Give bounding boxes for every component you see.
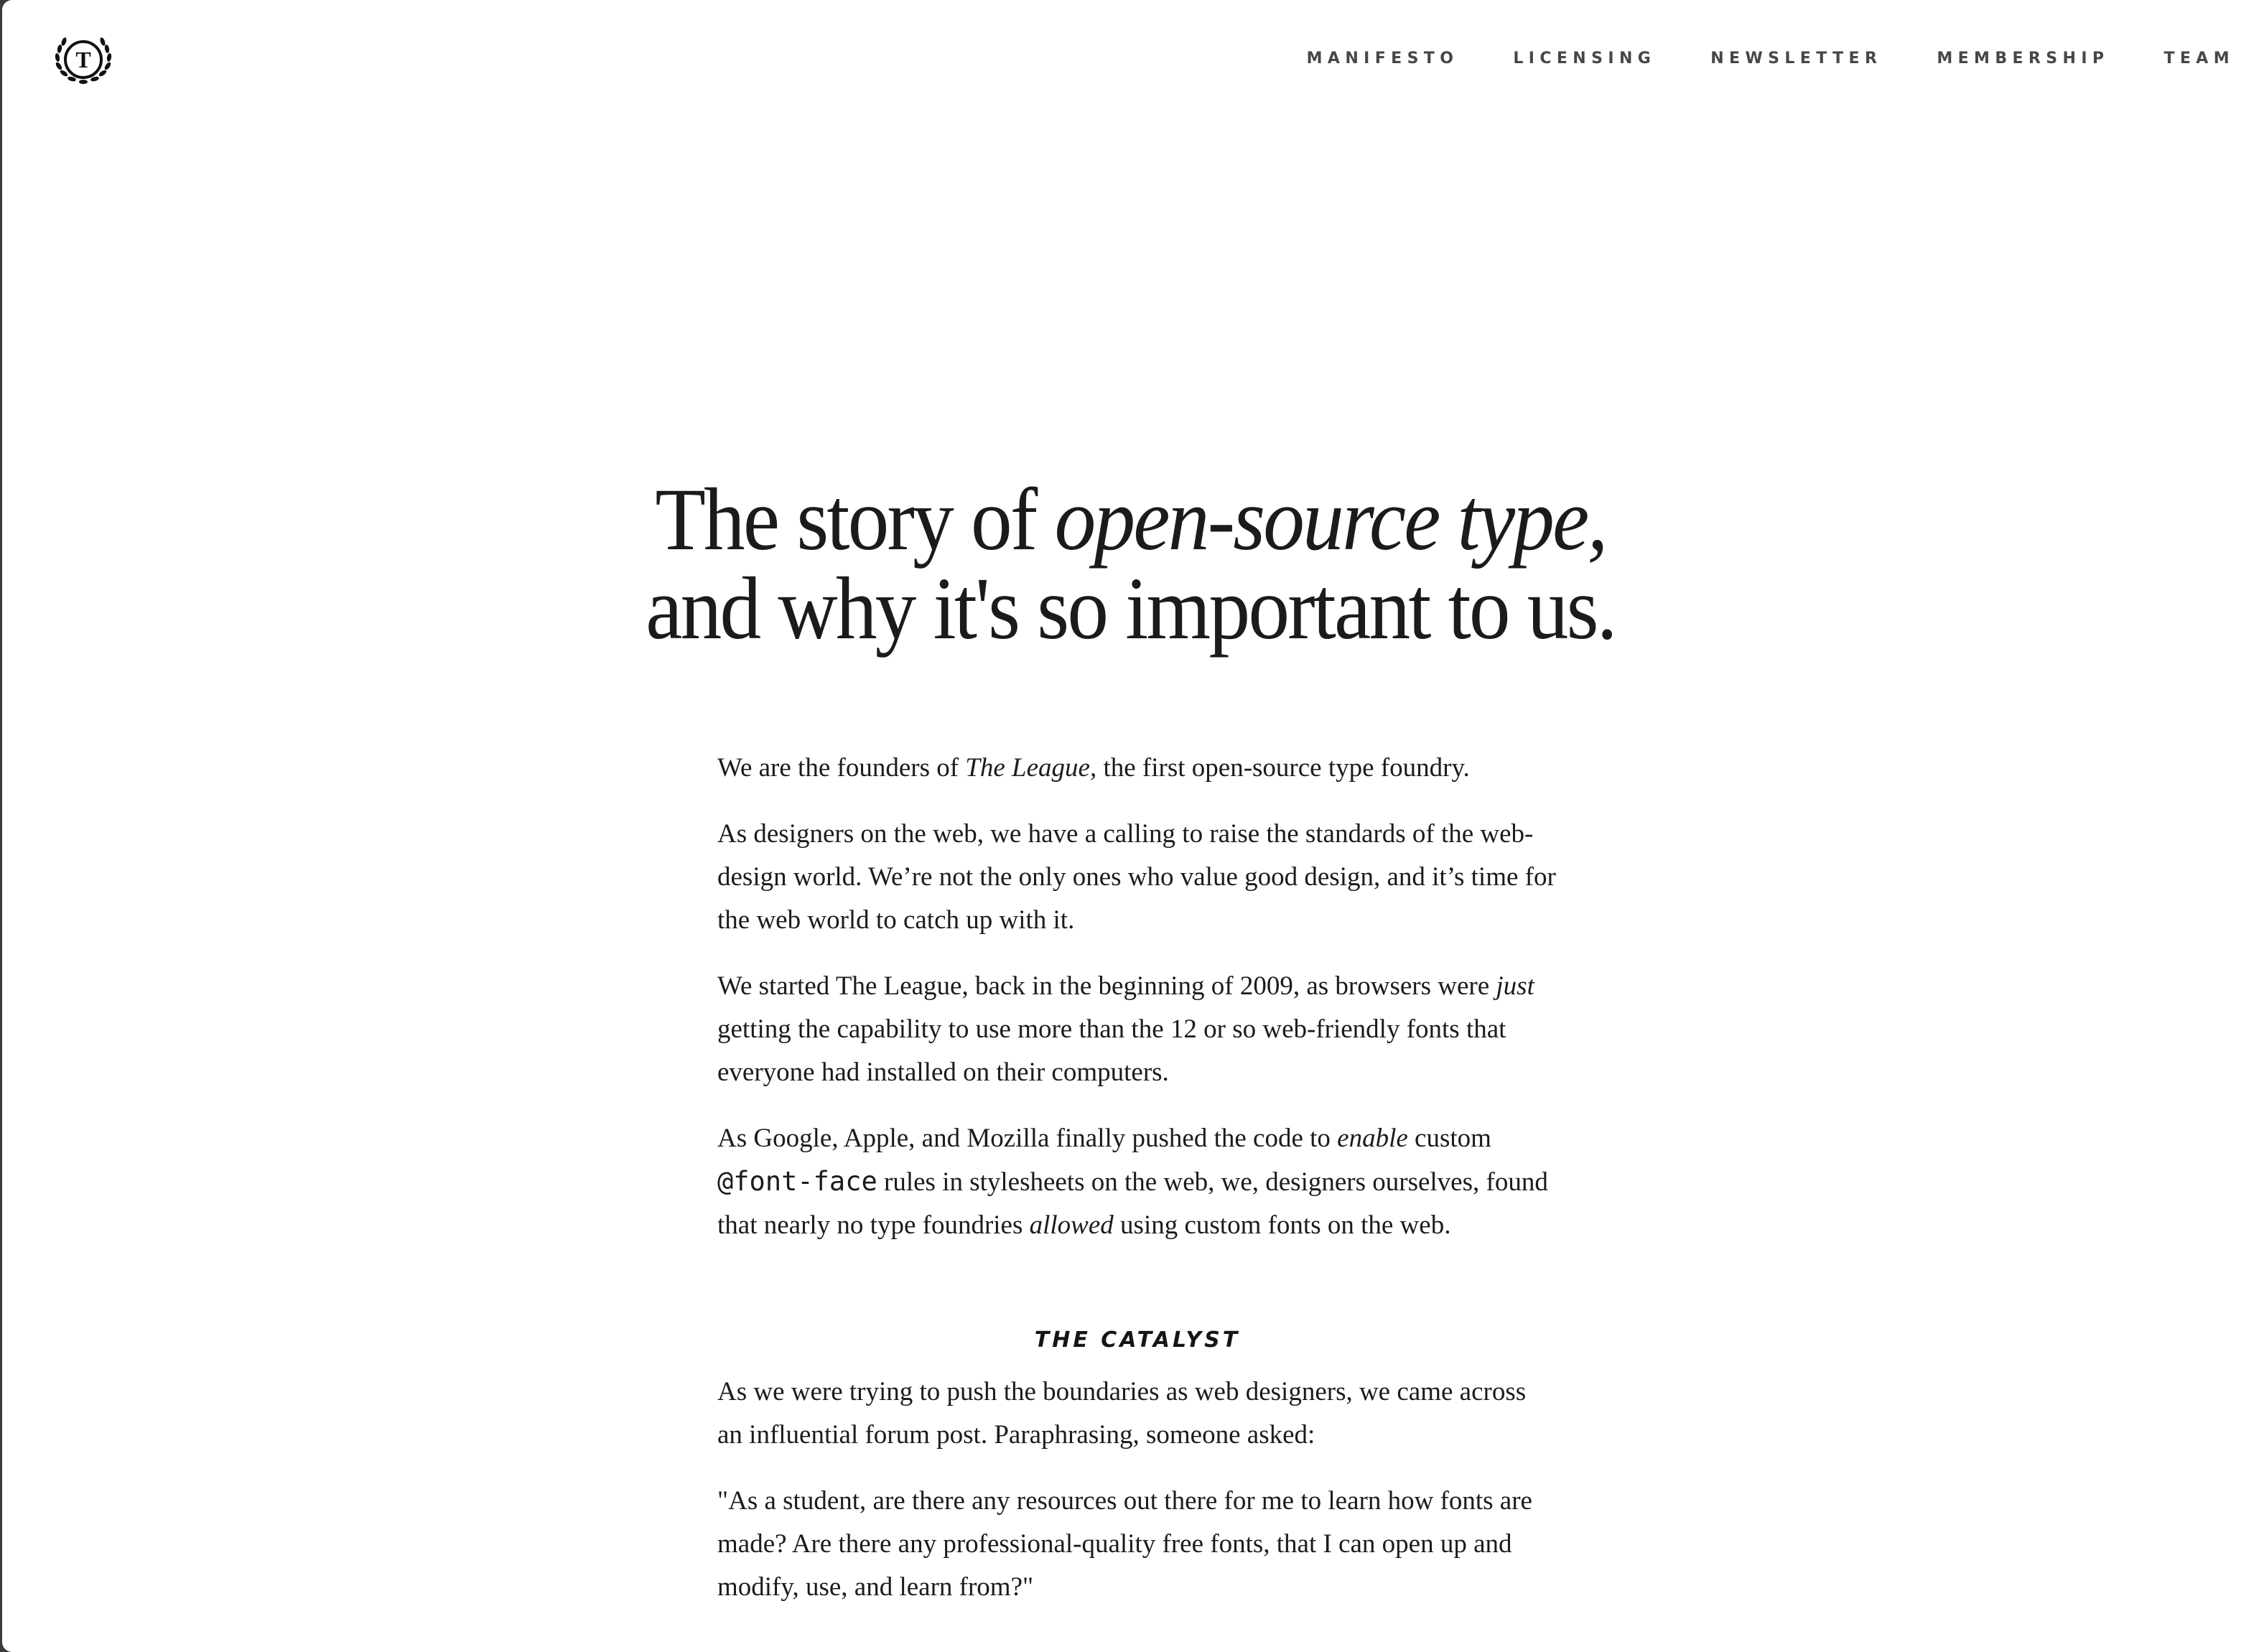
page-title [81,470,2180,658]
title-line2: and why it's so important to us. [646,559,1616,658]
article-body [717,747,1557,1632]
title-line1-italic: open-source type, [1054,470,1606,569]
page [2,0,2259,1652]
paragraph-calling: As designers on the web, we have a calling to raise the standards of the web-design world. We’re not the only ones who value good design, and it’s time for the web world to catch up with it. [717,819,1556,935]
laurel-wreath-logo-icon [52,32,114,88]
logo-link[interactable] [52,32,114,88]
paragraph-quote: "As a student, are there any resources out there for me to learn how fonts are made? Are there any professional-quality free fonts, that I can open up and modify, use, and learn from?" [717,1486,1532,1602]
section-heading-catalyst: THE CATALYST [1034,1327,1241,1353]
paragraph-intro: We are the founders of The League, the first open-source type foundry. [717,753,1470,783]
nav-team[interactable]: TEAM [2163,50,2235,67]
nav-newsletter[interactable]: NEWSLETTER [1710,50,1883,67]
main-nav [1252,47,2235,70]
nav-manifesto[interactable]: MANIFESTO [1306,50,1459,67]
code-font-face: @font-face [717,1166,877,1197]
paragraph-font-face: As Google, Apple, and Mozilla finally pushed the code to enable custom @font-face rules in stylesheets on the web, we, designers ourselves, found that nearly no type foundries allowed using custom fonts on the web. [717,1124,1548,1240]
paragraph-forum: As we were trying to push the boundaries as web designers, we came across an influential forum post. Paraphrasing, someone asked: [717,1377,1527,1450]
nav-membership[interactable]: MEMBERSHIP [1937,50,2110,67]
svg-text:T: T [75,47,91,73]
nav-licensing[interactable]: LICENSING [1513,50,1657,67]
title-line1-plain: The story of [655,470,1055,569]
paragraph-started: We started The League, back in the beginning of 2009, as browsers were just getting the capability to use more than the 12 or so web-friendly fonts that everyone had installed on their computers. [717,971,1534,1087]
